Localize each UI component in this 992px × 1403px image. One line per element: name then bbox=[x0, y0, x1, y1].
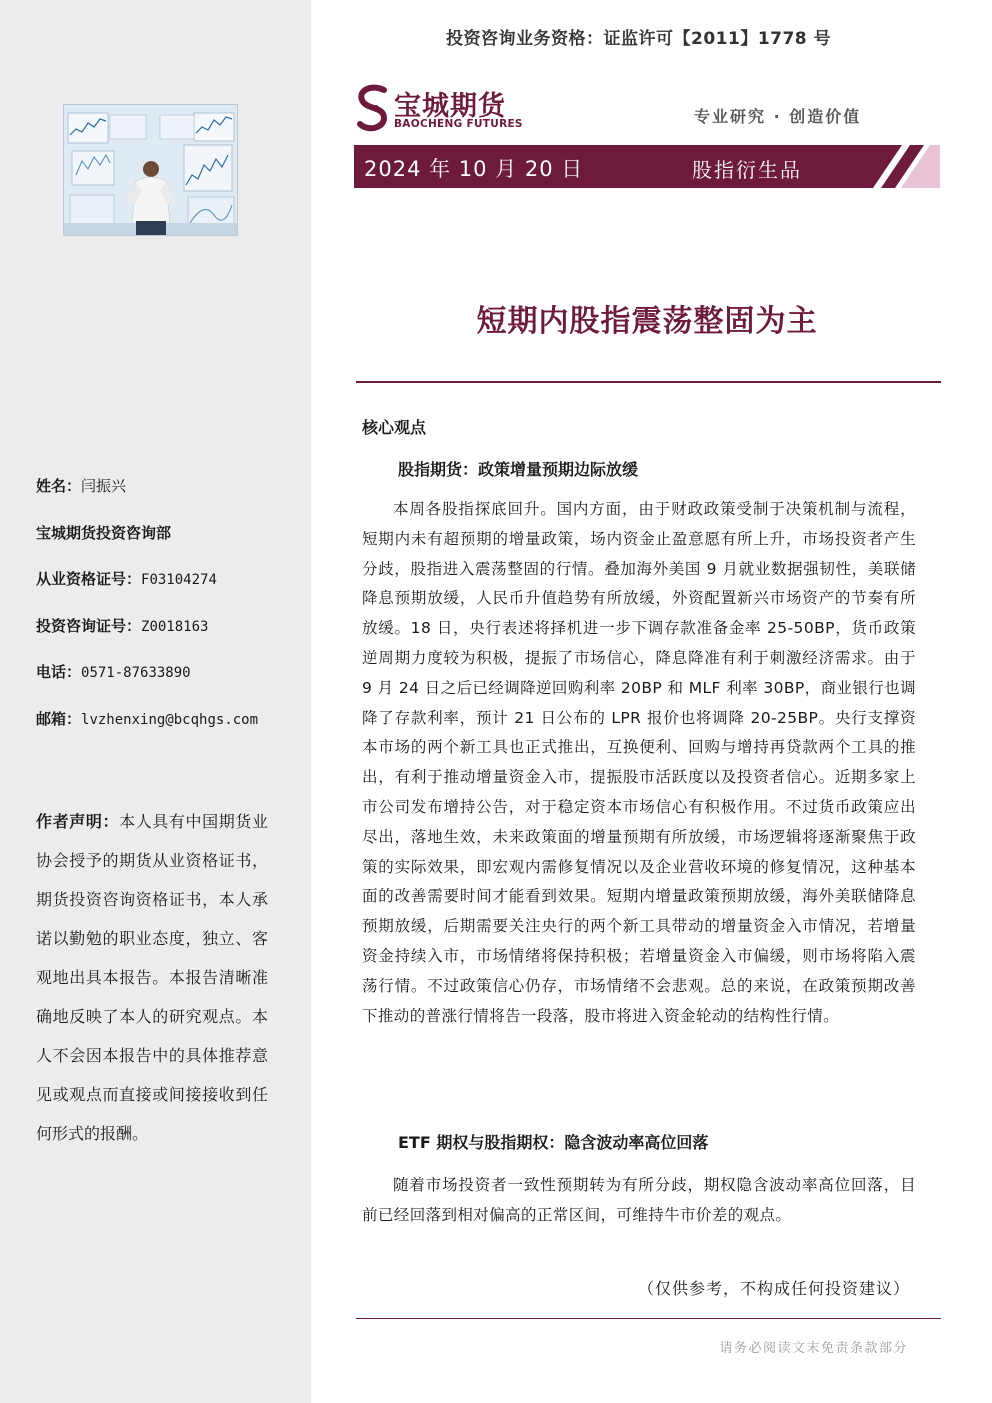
consult-cert-label: 投资咨询证号： bbox=[36, 616, 142, 635]
options-subheading: ETF 期权与股指期权：隐含波动率高位回落 bbox=[398, 1133, 709, 1152]
license-header: 投资咨询业务资格：证监许可【2011】1778 号 bbox=[446, 29, 832, 49]
footer-note: 请务必阅读文末免责条款部分 bbox=[719, 1341, 908, 1356]
phone-number: 0571-87633890 bbox=[81, 665, 191, 681]
author-info bbox=[36, 475, 286, 754]
tagline: 专业研究 · 创造价值 bbox=[694, 107, 862, 126]
logo-s-mark-icon bbox=[354, 84, 392, 132]
author-name-value: 闫振兴 bbox=[81, 477, 127, 495]
email-address[interactable]: lvzhenxing@bcqhgs.com bbox=[81, 711, 259, 728]
consult-cert-number: Z0018163 bbox=[141, 618, 209, 635]
phone-label: 电话： bbox=[36, 663, 82, 681]
report-title: 短期内股指震荡整固为主 bbox=[476, 304, 818, 339]
author-name-label: 姓名： bbox=[36, 477, 82, 495]
logo-chinese-name: 宝城期货 bbox=[394, 91, 506, 122]
statement-label: 作者声明： bbox=[36, 812, 120, 831]
consult-cert-row bbox=[36, 615, 286, 662]
index-futures-subheading: 股指期货：政策增量预期边际放缓 bbox=[398, 460, 639, 479]
logo-english-name: BAOCHENG FUTURES bbox=[394, 118, 523, 130]
author-name-row bbox=[36, 475, 286, 522]
company-logo bbox=[354, 84, 524, 132]
phone-row bbox=[36, 661, 286, 708]
author-statement bbox=[36, 802, 268, 1153]
qualification-label: 从业资格证号： bbox=[36, 570, 142, 588]
report-category: 股指衍生品 bbox=[692, 158, 802, 182]
core-views-heading: 核心观点 bbox=[362, 418, 427, 437]
sidebar bbox=[0, 0, 311, 1403]
report-date: 2024 年 10 月 20 日 bbox=[364, 157, 584, 181]
qualification-row bbox=[36, 568, 286, 615]
cover-image-analyst-viewing-charts bbox=[63, 104, 238, 236]
email-label: 邮箱： bbox=[36, 709, 82, 728]
investment-disclaimer: （仅供参考，不构成任何投资建议） bbox=[637, 1279, 910, 1298]
title-divider bbox=[356, 381, 941, 383]
qualification-number: F03104274 bbox=[141, 572, 217, 588]
options-paragraph: 随着市场投资者一致性预期转为有所分歧，期权隐含波动率高位回落，目前已经回落到相对偏高的正常区间，可维持牛市价差的观点。 bbox=[362, 1176, 916, 1224]
date-category-banner bbox=[354, 145, 940, 188]
index-futures-paragraph: 本周各股指探底回升。国内方面，由于财政政策受制于决策机制与流程，短期内未有超预期的增量政策，场内资金止盈意愿有所上升，市场投资者产生分歧，股指进入震荡整固的行情。叠加海外美国 9 月就业数据强韧性，美联储降息预期放缓，人民币升值趋势有所放缓，外资配置新兴市场资产的节奏有所放缓。18 日，央行表述将择机进一步下调存款准备金率 25-50BP，货币政策逆周期力度较为积极，提振了市场信心，降息降准有利于刺激经济需求。由于 9 月 24 日之后已经调降逆回购利率 20BP 和 MLF 利率 30BP，商业银行也调降了存款利率，预计 21 日公布的 LPR 报价也将调降 20-25BP。央行支撑资本市场的两个新工具也正式推出，互换便利、回购与增持再贷款两个工具的推出，有利于推动增量资金入市，提振股市活跃度以及投资者信心。近期多家上市公司发布增持公告，对于稳定资本市场信心有积极作用。不过货币政策应出尽出，落地生效，未来政策面的增量预期有所放缓，市场逻辑将逐渐聚焦于政策的实际效果，即宏观内需修复情况以及企业营收环境的修复情况，这种基本面的改善需要时间才能看到效果。短期内增量政策预期放缓，海外美联储降息预期放缓，后期需要关注央行的两个新工具带动的增量资金入市情况，若增量资金持续入市，市场情绪将保持积极；若增量资金入市偏缓，则市场将陷入震荡行情。不过政策信心仍存，市场情绪不会悲观。总的来说，在政策预期改善下推动的普涨行情将告一段落，股市将进入资金轮动的结构性行情。 bbox=[362, 500, 916, 1025]
footer-divider bbox=[356, 1318, 941, 1319]
author-department: 宝城期货投资咨询部 bbox=[36, 523, 172, 542]
statement-text: 本人具有中国期货业协会授予的期货从业资格证书，期货投资咨询资格证书，本人承诺以勤勉的职业态度，独立、客观地出具本报告。本报告清晰准确地反映了本人的研究观点。本人不会因本报告中的具体推荐意见或观点而直接或间接接收到任何形式的报酬。 bbox=[36, 812, 268, 1143]
email-row bbox=[36, 708, 286, 755]
